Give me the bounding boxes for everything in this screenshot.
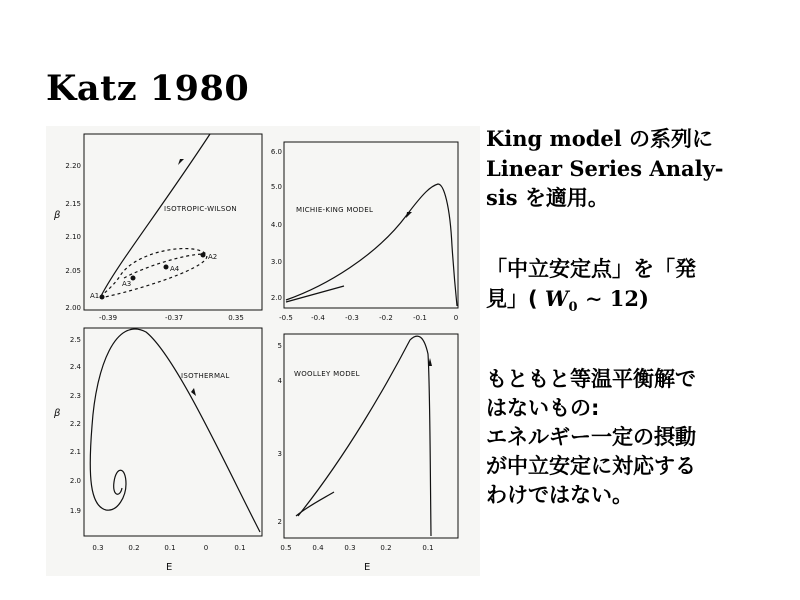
x-tick: 0.1 [164, 544, 176, 552]
y-tick: 2.3 [69, 392, 81, 400]
y-tick: 6.0 [270, 148, 282, 156]
point-label-a2: A2 [208, 253, 218, 261]
text-line [486, 124, 786, 154]
panel-woolley-curves [296, 336, 431, 536]
x-tick: 0 [203, 544, 209, 552]
y-tick: 2.10 [65, 233, 81, 241]
y-axis-label-beta-top: β [54, 210, 61, 221]
panel-isothermal-curves [90, 329, 260, 532]
text-line: が中立安定に対応する [486, 454, 696, 479]
x-axis-label-e-left: E [166, 562, 173, 573]
panel-label-michie-king: MICHIE-KING MODEL [296, 206, 374, 214]
panel-label-isothermal: ISOTHERMAL [181, 372, 230, 380]
point-label-a1: A1 [90, 292, 100, 300]
math-expression [544, 286, 649, 316]
y-axis-label-beta-bottom: β [54, 408, 61, 419]
text-jp: を適用。 [517, 186, 609, 210]
x-tick: -0.4 [311, 314, 325, 322]
katz-figure [46, 126, 480, 576]
y-tick: 2.05 [65, 267, 81, 275]
y-tick: 2.00 [65, 304, 81, 312]
y-tick: 4.0 [270, 221, 282, 229]
text-line [486, 284, 786, 322]
text-jp: 見」( [486, 287, 545, 311]
x-tick: 0.1 [422, 544, 434, 552]
panel-label-isotropic-wilson: ISOTROPIC-WILSON [164, 205, 237, 213]
y-tick: 2.0 [270, 294, 282, 302]
text-line: もともと等温平衡解で [486, 367, 696, 392]
text-line: わけではない。 [486, 483, 633, 508]
panel-michie-king-frame [284, 142, 458, 308]
x-axis-label-e-right: E [364, 562, 371, 573]
slide-title: Katz 1980 [46, 68, 250, 109]
point-label-a3: A3 [122, 280, 132, 288]
panel-isotropic-wilson-curves [100, 134, 210, 298]
y-tick: 2.2 [69, 420, 81, 428]
text-line: はないもの: [486, 396, 600, 421]
y-tick: 2.1 [69, 448, 81, 456]
y-tick: 2 [277, 518, 282, 526]
text-line: Linear Series Analy- [486, 156, 724, 181]
x-tick: -0.39 [98, 314, 118, 322]
explanation-text [486, 124, 786, 510]
arrow-icon [178, 159, 184, 165]
text-line [486, 183, 786, 213]
panel-isothermal-frame [84, 328, 262, 536]
y-tick: 2.5 [69, 336, 81, 344]
panel-isotropic-wilson-frame [84, 134, 262, 310]
x-tick: -0.1 [413, 314, 427, 322]
math-rest: ∼ 12) [577, 286, 649, 311]
y-tick: 3 [277, 450, 282, 458]
arrow-icon [406, 212, 412, 218]
x-tick: 0.5 [280, 544, 292, 552]
x-tick: 0.2 [128, 544, 140, 552]
x-tick: 0.3 [92, 544, 104, 552]
text-latin: sis [486, 185, 518, 210]
text-jp: の系列に [621, 127, 714, 151]
text-latin: King model [486, 126, 622, 151]
y-tick: 2.0 [69, 477, 81, 485]
y-tick: 4 [277, 377, 282, 385]
x-tick: -0.3 [345, 314, 359, 322]
x-tick: -0.5 [279, 314, 293, 322]
x-tick: 0.4 [312, 544, 324, 552]
text-line: 「中立安定点」を「発 [486, 257, 696, 281]
y-tick: 1.9 [69, 507, 81, 515]
y-tick: 2.15 [65, 200, 81, 208]
math-sub: 0 [568, 300, 578, 316]
x-tick: 0.2 [380, 544, 392, 552]
panel-woolley-frame [284, 334, 458, 538]
panel-michie-king-curves [286, 184, 457, 306]
point-label-a4: A4 [170, 265, 180, 273]
y-tick: 2.4 [69, 363, 81, 371]
panel-isotropic-wilson-points [100, 159, 206, 300]
y-tick: 5 [277, 342, 282, 350]
x-tick: -0.37 [164, 314, 184, 322]
panel-label-woolley: WOOLLEY MODEL [294, 370, 360, 378]
math-var: W [544, 286, 569, 311]
x-tick: 0.35 [228, 314, 244, 322]
x-tick: 0.1 [234, 544, 246, 552]
y-tick: 3.0 [270, 258, 282, 266]
y-tick: 2.20 [65, 162, 81, 170]
x-tick: 0.3 [344, 544, 356, 552]
text-line: エネルギー一定の摂動 [486, 425, 696, 450]
y-tick: 5.0 [270, 183, 282, 191]
arrow-icon [191, 388, 196, 396]
x-tick: 0 [453, 314, 459, 322]
x-tick: -0.2 [379, 314, 393, 322]
